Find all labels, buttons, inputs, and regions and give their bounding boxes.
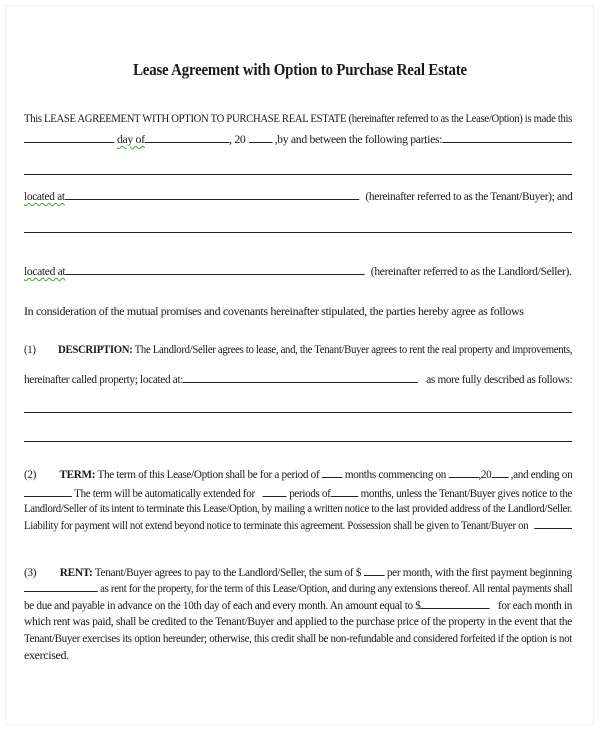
term-text-1d: ,and ending on — [510, 467, 573, 481]
term-year-blank[interactable] — [491, 466, 508, 478]
day-of-label: day of — [116, 132, 145, 146]
party-name-blank[interactable] — [442, 131, 572, 143]
term-line-3: Landlord/Seller of its intent to terminate this Lease/Option, by mailing a written notice to the last provided address of the Landlord/Seller. — [24, 501, 572, 515]
term-text-1b: months commencing on — [344, 467, 446, 481]
description-heading: DESCRIPTION: — [58, 342, 133, 356]
term-number: (2) — [24, 467, 37, 481]
term-line-1 — [24, 466, 572, 481]
term-months-blank[interactable] — [322, 466, 343, 478]
landlord-reference: (hereinafter referred to as the Landlord/Seller). — [370, 264, 572, 278]
description-number: (1) — [24, 342, 36, 356]
description-line-1 — [24, 342, 572, 356]
landlord-located-label: located at — [24, 264, 66, 278]
month-blank[interactable] — [145, 131, 229, 143]
property-address-blank[interactable] — [183, 371, 418, 383]
term-line-2 — [24, 485, 572, 500]
description-text-2b: as more fully described as follows: — [426, 372, 573, 386]
day-blank[interactable] — [24, 131, 114, 143]
rent-line-6: exercised. — [24, 648, 69, 662]
description-line-blank-2[interactable] — [24, 441, 572, 442]
landlord-name-line[interactable] — [24, 232, 572, 233]
tenant-name-line[interactable] — [24, 174, 572, 175]
rent-text-3a: be due and payable in advance on the 10th day of each and every month. An amount equal to $ — [24, 598, 421, 612]
term-heading: TERM: — [59, 467, 96, 481]
description-text-1: The Landlord/Seller agrees to lease, and, the Tenant/Buyer agrees to rent the real property and improvements, — [134, 342, 573, 356]
term-end-blank[interactable] — [24, 485, 72, 497]
tenant-address-line — [24, 188, 572, 203]
term-line-4 — [24, 517, 572, 532]
rent-number: (3) — [24, 565, 37, 579]
rent-text-1b: per month, with the first payment beginning — [386, 565, 572, 579]
extension-count-blank[interactable] — [263, 485, 287, 497]
landlord-address-blank[interactable] — [65, 263, 364, 275]
tenant-address-blank[interactable] — [65, 188, 359, 200]
rent-line-3 — [24, 597, 572, 612]
description-line-2 — [24, 371, 572, 386]
rent-text-3b: for each month in — [497, 598, 573, 612]
rent-line-1 — [24, 564, 572, 579]
credit-amount-blank[interactable] — [421, 597, 490, 609]
rent-heading: RENT: — [59, 565, 93, 579]
rent-line-2 — [24, 580, 572, 595]
term-text-4: Liability for payment will not extend beyond notice to terminate this agreement. Possession shall be given to Tenant/Buyer on — [24, 518, 529, 532]
term-text-1c: ,20 — [478, 467, 492, 481]
description-line-blank-1[interactable] — [24, 412, 572, 413]
first-payment-blank[interactable] — [24, 580, 98, 592]
intro-line-2 — [24, 131, 572, 146]
rent-line-4: which rent was paid, shall be credited to the Tenant/Buyer and applied to the purchase price of the property in the event that the — [24, 614, 572, 628]
consideration-text: In consideration of the mutual promises and covenants hereinafter stipulated, the parties hereby agree as follows — [24, 304, 524, 318]
term-text-2c: months, unless the Tenant/Buyer gives notice to the — [360, 486, 573, 500]
year-blank[interactable] — [248, 131, 272, 143]
rent-amount-blank[interactable] — [364, 564, 385, 576]
term-text-2a: The term will be automatically extended for — [74, 486, 255, 500]
tenant-located-label: located at — [24, 189, 65, 203]
document-title: Lease Agreement with Option to Purchase Real Estate — [133, 60, 467, 79]
landlord-address-line — [24, 263, 572, 278]
possession-date-blank[interactable] — [534, 517, 572, 529]
tenant-reference: (hereinafter referred to as the Tenant/Buyer); and — [365, 189, 573, 203]
term-text-1a: The term of this Lease/Option shall be for a period of — [97, 467, 320, 481]
extension-months-blank[interactable] — [331, 485, 359, 497]
rent-text-1a: Tenant/Buyer agrees to pay to the Landlord/Seller, the sum of $ — [94, 565, 362, 579]
between-label: ,by and between the following parties: — [274, 132, 443, 146]
intro-line-1: This LEASE AGREEMENT WITH OPTION TO PURCHASE REAL ESTATE (hereinafter referred to as the Lease/Option) is made this — [24, 111, 572, 125]
description-text-2a: hereinafter called property; located at: — [24, 372, 184, 386]
term-start-blank[interactable] — [448, 466, 478, 478]
rent-text-2: as rent for the property, for the term of this Lease/Option, and during any extensions thereof. All rental payments shall — [100, 581, 573, 595]
term-text-2b: periods of — [289, 486, 331, 500]
year-prefix: , 20 — [229, 132, 246, 146]
rent-line-5: Tenant/Buyer exercises its option hereunder; otherwise, this credit shall be non-refundable and considered forfeited if the option is not — [24, 631, 572, 645]
